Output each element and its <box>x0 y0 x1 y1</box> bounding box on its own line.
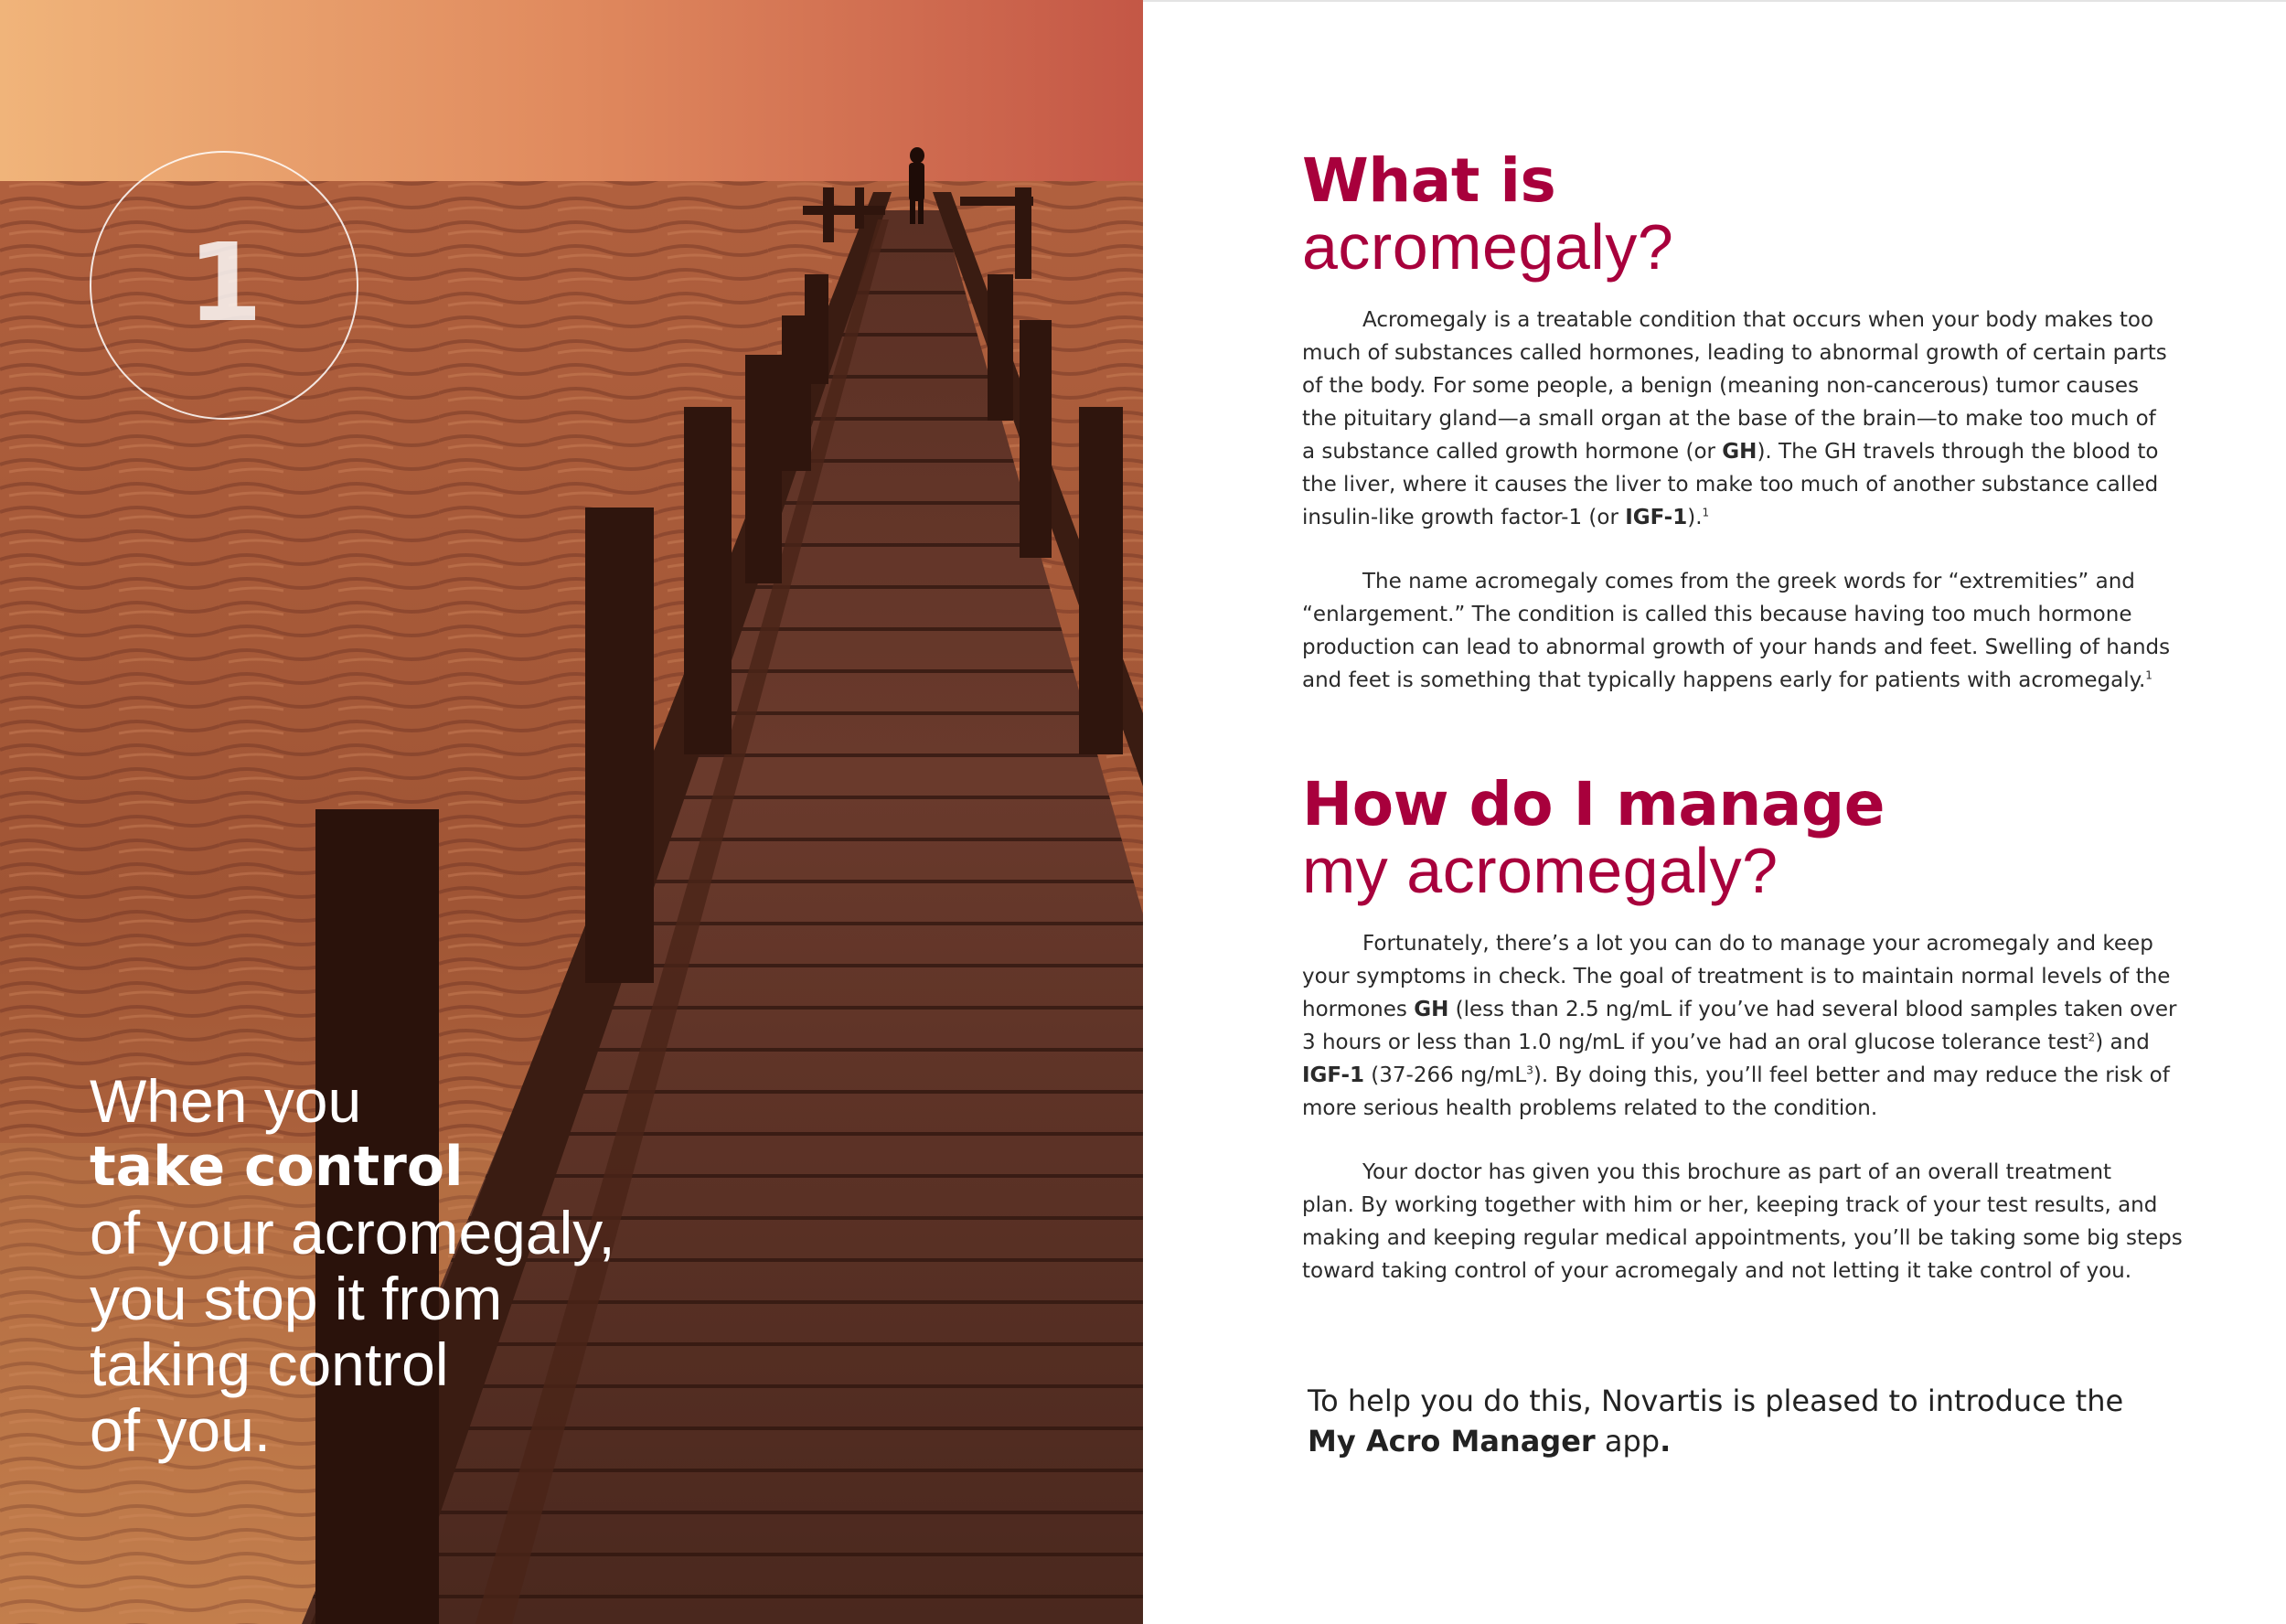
tagline-line: When you <box>90 1067 362 1135</box>
text-line: the pituitary gland—a small organ at the base of the brain—to make too much of <box>1302 407 2156 431</box>
paragraph-brochure-purpose <box>1302 1156 2217 1287</box>
tagline-line: of you. <box>90 1396 272 1464</box>
tagline-line: of your acromegaly, <box>90 1199 615 1266</box>
paragraph-etymology <box>1302 565 2217 697</box>
text-line: production can lead to abnormal growth of your hands and feet. Swelling of hands <box>1302 636 2171 659</box>
tagline-line: taking control <box>90 1330 449 1398</box>
text-line: My Acro Manager app. <box>1308 1424 1672 1458</box>
text-line: Your doctor has given you this brochure as part of an overall treatment <box>1362 1160 2112 1184</box>
footnote-ref: 2 <box>2088 1031 2096 1044</box>
tagline-emphasis: take control <box>90 1135 464 1199</box>
heading-light: my acromegaly? <box>1302 835 1779 906</box>
text-line: Acromegaly is a treatable condition that occurs when your body makes too <box>1362 308 2154 332</box>
text-line: IGF-1 (37-266 $ng/mL^3$). By doing this, you’ll feel better and may reduce the risk of <box>1302 1063 2170 1087</box>
paragraph-treatment-goals <box>1302 927 2217 1125</box>
text-line: To help you do this, Novartis is pleased to introduce the <box>1308 1384 2124 1418</box>
footnote-ref: 1 <box>1702 506 1710 519</box>
paragraph-definition <box>1302 304 2217 534</box>
term-gh: GH <box>1414 998 1449 1021</box>
term-gh: GH <box>1722 440 1757 464</box>
tagline-line: you stop it from <box>90 1265 503 1332</box>
heading-light: acromegaly? <box>1302 211 1674 283</box>
text-line: the liver, where it causes the liver to make too much of another substance called <box>1302 473 2159 497</box>
app-name: My Acro Manager <box>1308 1424 1596 1458</box>
footnote-ref: 1 <box>2145 668 2152 682</box>
app-introduction <box>1308 1381 2222 1461</box>
heading-how-do-i-manage <box>1302 769 1885 906</box>
heading-what-is-acromegaly <box>1302 145 1674 283</box>
text-panel <box>1143 0 2286 1624</box>
heading-strong: How do I manage <box>1302 769 1885 839</box>
text-line: and feet is something that typically happens early for patients with acromegaly.$^1$ <box>1302 668 2152 692</box>
text-line: a substance called growth hormone (or GH). The GH travels through the blood to <box>1302 440 2159 464</box>
term-igf1: IGF-1 <box>1625 506 1688 529</box>
text-line: toward taking control of your acromegaly and not letting it take control of you. <box>1302 1259 2132 1283</box>
text-line: of the body. For some people, a benign (meaning non-cancerous) tumor causes <box>1302 374 2139 398</box>
text-line: 3 hours or less than 1.0 ng/mL if you’ve had an oral glucose tolerance test$^2$) and <box>1302 1031 2150 1054</box>
text-line: more serious health problems related to the condition. <box>1302 1096 1878 1120</box>
text-line: The name acromegaly comes from the greek words for “extremities” and <box>1362 570 2135 593</box>
text-line: insulin-like growth factor-1 (or IGF-1).$^1$ <box>1302 506 1710 529</box>
text-line: much of substances called hormones, leading to abnormal growth of certain parts <box>1302 341 2167 365</box>
text-line: hormones GH (less than 2.5 ng/mL if you’ve had several blood samples taken over <box>1302 998 2177 1021</box>
text-line: plan. By working together with him or her, keeping track of your test results, and <box>1302 1193 2158 1217</box>
text-line: your symptoms in check. The goal of treatment is to maintain normal levels of the <box>1302 965 2171 988</box>
chapter-number: 1 <box>187 219 262 346</box>
heading-strong: What is <box>1302 145 1556 216</box>
text-line: Fortunately, there’s a lot you can do to manage your acromegaly and keep <box>1362 932 2153 956</box>
term-igf1: IGF-1 <box>1302 1063 1364 1087</box>
footnote-ref: 3 <box>1526 1063 1533 1077</box>
tagline <box>90 1068 913 1463</box>
text-line: making and keeping regular medical appointments, you’ll be taking some big steps <box>1302 1226 2183 1250</box>
text-line: “enlargement.” The condition is called this because having too much hormone <box>1302 603 2132 626</box>
